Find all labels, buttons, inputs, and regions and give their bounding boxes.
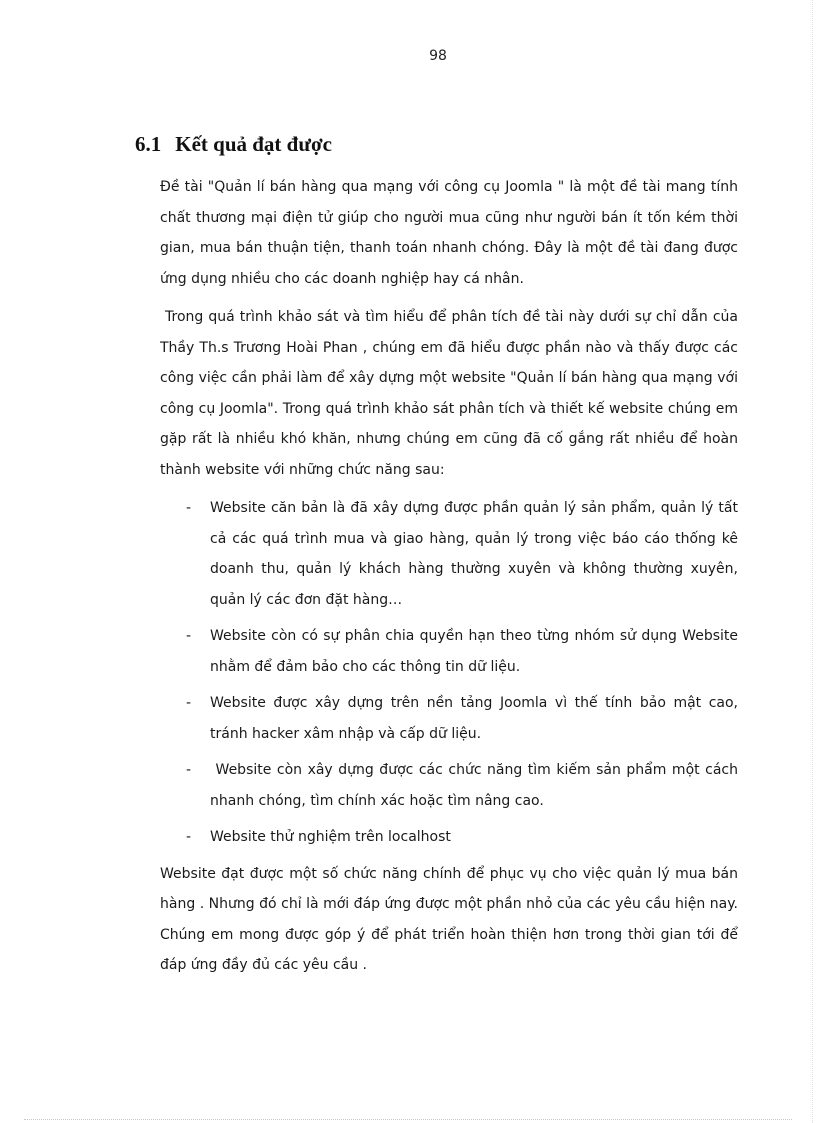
intro-paragraph: Đề tài "Quản lí bán hàng qua mạng với công cụ Joomla " là một đề tài mang tính chất thương mại điện tử giúp cho người mua cũng như người bán ít tốn kém thời gian, mua bán thuận tiện, thanh toán nhanh chóng. Đây là một đề tài đang được ứng dụng nhiều cho các doanh nghiệp hay cá nhân. [160, 179, 738, 287]
conclusion-paragraph: Website đạt được một số chức năng chính để phục vụ cho việc quản lý mua bán hàng . Nhưng đó chỉ là mới đáp ứng được một phần nhỏ của các yêu cầu hiện nay. Chúng em mong được góp ý để phát triển hoàn thiện hơn trong thời gian tới để đáp ứng đầy đủ các yêu cầu . [160, 865, 738, 973]
bullet-dash: - [186, 695, 192, 711]
list-item [160, 493, 738, 615]
list-item [160, 688, 738, 749]
list-item [160, 822, 738, 853]
bullet-dash: - [186, 500, 192, 516]
list-item [160, 755, 743, 816]
list-item-text: Website còn xây dựng được các chức năng tìm kiếm sản phẩm một cách nhanh chóng, tìm chính xác hoặc tìm nâng cao. [210, 762, 743, 809]
section-title: Kết quả đạt được [175, 132, 332, 156]
page-bottom-border [24, 1119, 792, 1120]
document-body [160, 172, 743, 989]
bullet-dash: - [186, 829, 192, 845]
feature-list [160, 493, 743, 853]
process-paragraph: Trong quá trình khảo sát và tìm hiểu để phân tích đề tài này dưới sự chỉ dẫn của Thầy Th.s Trương Hoài Phan , chúng em đã hiểu được phần nào và thấy được các công việc cần phải làm để xây dựng một website "Quản lí bán hàng qua mạng với công cụ Joomla". Trong quá trình khảo sát phân tích và thiết kế website chúng em gặp rất là nhiều khó khăn, nhưng chúng em cũng đã cố gắng rất nhiều để hoàn thành website với những chức năng sau: [160, 309, 738, 478]
list-item-text: Website được xây dựng trên nền tảng Joomla vì thế tính bảo mật cao, tránh hacker xâm nhập và cấp dữ liệu. [210, 695, 738, 742]
bullet-dash: - [186, 628, 192, 644]
list-item-text: Website thử nghiệm trên localhost [210, 829, 451, 845]
section-number: 6.1 [135, 132, 162, 156]
page-right-border [812, 0, 813, 1123]
page-number: 98 [429, 48, 447, 64]
list-item-text: Website căn bản là đã xây dựng được phần quản lý sản phẩm, quản lý tất cả các quá trình mua và giao hàng, quản lý trong việc báo cáo thống kê doanh thu, quản lý khách hàng thường xuyên và không thường xuyên, quản lý các đơn đặt hàng… [210, 500, 738, 608]
list-item-text: Website còn có sự phân chia quyền hạn theo từng nhóm sử dụng Website nhằm để đảm bảo cho các thông tin dữ liệu. [210, 628, 738, 675]
bullet-dash: - [186, 762, 192, 778]
section-heading [135, 132, 332, 157]
list-item [160, 621, 738, 682]
